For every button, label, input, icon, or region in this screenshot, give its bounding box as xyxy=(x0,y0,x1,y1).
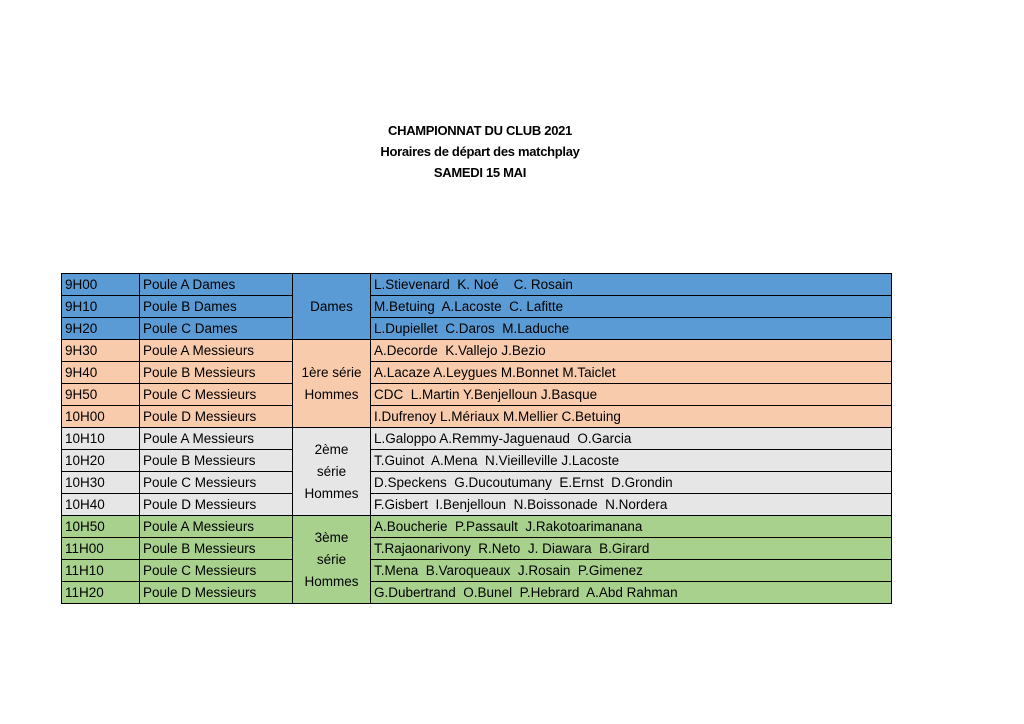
table-row xyxy=(62,516,892,538)
start-time-cell: 9H30 xyxy=(62,340,140,362)
poule-cell: Poule B Dames xyxy=(140,296,293,318)
start-time-cell: 9H50 xyxy=(62,384,140,406)
title-championship: CHAMPIONNAT DU CLUB 2021 xyxy=(388,123,572,138)
table-row xyxy=(62,428,892,450)
table-row xyxy=(62,582,892,604)
players-cell: L.Galoppo A.Remmy-Jaguenaud O.Garcia xyxy=(371,428,892,450)
table-row xyxy=(62,494,892,516)
poule-cell: Poule A Messieurs xyxy=(140,340,293,362)
title-subtitle: Horaires de départ des matchplay xyxy=(380,144,580,159)
players-cell: T.Guinot A.Mena N.Vieilleville J.Lacoste xyxy=(371,450,892,472)
poule-cell: Poule D Messieurs xyxy=(140,494,293,516)
players-cell: I.Dufrenoy L.Mériaux M.Mellier C.Betuing xyxy=(371,406,892,428)
category-label: série xyxy=(316,551,347,567)
players-cell: T.Rajaonarivony R.Neto J. Diawara B.Girard xyxy=(371,538,892,560)
category-label: Hommes xyxy=(304,573,359,589)
players-cell: M.Betuing A.Lacoste C. Lafitte xyxy=(371,296,892,318)
category-label: 2ème xyxy=(314,441,349,457)
poule-cell: Poule D Messieurs xyxy=(140,582,293,604)
category-label: 1ère série xyxy=(301,364,362,380)
start-time-cell: 10H40 xyxy=(62,494,140,516)
table-row xyxy=(62,450,892,472)
start-time-cell: 10H20 xyxy=(62,450,140,472)
document-title xyxy=(300,120,660,183)
start-time-cell: 11H20 xyxy=(62,582,140,604)
category-cell xyxy=(293,516,371,604)
poule-cell: Poule D Messieurs xyxy=(140,406,293,428)
players-cell: G.Dubertrand O.Bunel P.Hebrard A.Abd Rahman xyxy=(371,582,892,604)
players-cell: A.Lacaze A.Leygues M.Bonnet M.Taiclet xyxy=(371,362,892,384)
start-time-cell: 9H10 xyxy=(62,296,140,318)
players-cell: T.Mena B.Varoqueaux J.Rosain P.Gimenez xyxy=(371,560,892,582)
table-row xyxy=(62,296,892,318)
table-row xyxy=(62,362,892,384)
table-row xyxy=(62,340,892,362)
table-row xyxy=(62,560,892,582)
category-label: Dames xyxy=(310,298,353,314)
players-cell: F.Gisbert I.Benjelloun N.Boissonade N.Nordera xyxy=(371,494,892,516)
category-cell xyxy=(293,428,371,516)
poule-cell: Poule C Dames xyxy=(140,318,293,340)
poule-cell: Poule C Messieurs xyxy=(140,472,293,494)
players-cell: A.Boucherie P.Passault J.Rakotoarimanana xyxy=(371,516,892,538)
players-cell: L.Dupiellet C.Daros M.Laduche xyxy=(371,318,892,340)
players-cell: CDC L.Martin Y.Benjelloun J.Basque xyxy=(371,384,892,406)
category-label: Hommes xyxy=(304,485,359,501)
poule-cell: Poule C Messieurs xyxy=(140,384,293,406)
category-label: série xyxy=(316,463,347,479)
poule-cell: Poule A Messieurs xyxy=(140,428,293,450)
start-time-cell: 11H10 xyxy=(62,560,140,582)
poule-cell: Poule A Dames xyxy=(140,274,293,296)
category-cell xyxy=(293,274,371,340)
title-date: SAMEDI 15 MAI xyxy=(433,165,527,180)
table-row xyxy=(62,538,892,560)
table-row xyxy=(62,318,892,340)
start-time-cell: 10H30 xyxy=(62,472,140,494)
category-cell xyxy=(293,340,371,428)
table-row xyxy=(62,384,892,406)
poule-cell: Poule A Messieurs xyxy=(140,516,293,538)
start-time-cell: 10H10 xyxy=(62,428,140,450)
start-time-cell: 9H20 xyxy=(62,318,140,340)
players-cell: D.Speckens G.Ducoutumany E.Ernst D.Grondin xyxy=(371,472,892,494)
table-row xyxy=(62,472,892,494)
poule-cell: Poule B Messieurs xyxy=(140,538,293,560)
poule-cell: Poule B Messieurs xyxy=(140,362,293,384)
category-label: Hommes xyxy=(304,386,359,402)
table-row xyxy=(62,274,892,296)
start-time-cell: 10H50 xyxy=(62,516,140,538)
schedule-body xyxy=(62,274,892,604)
table-row xyxy=(62,406,892,428)
schedule-table xyxy=(61,273,892,604)
start-time-cell: 11H00 xyxy=(62,538,140,560)
category-label: 3ème xyxy=(314,529,349,545)
players-cell: L.Stievenard K. Noé C. Rosain xyxy=(371,274,892,296)
poule-cell: Poule B Messieurs xyxy=(140,450,293,472)
start-time-cell: 9H00 xyxy=(62,274,140,296)
poule-cell: Poule C Messieurs xyxy=(140,560,293,582)
start-time-cell: 10H00 xyxy=(62,406,140,428)
players-cell: A.Decorde K.Vallejo J.Bezio xyxy=(371,340,892,362)
start-time-cell: 9H40 xyxy=(62,362,140,384)
